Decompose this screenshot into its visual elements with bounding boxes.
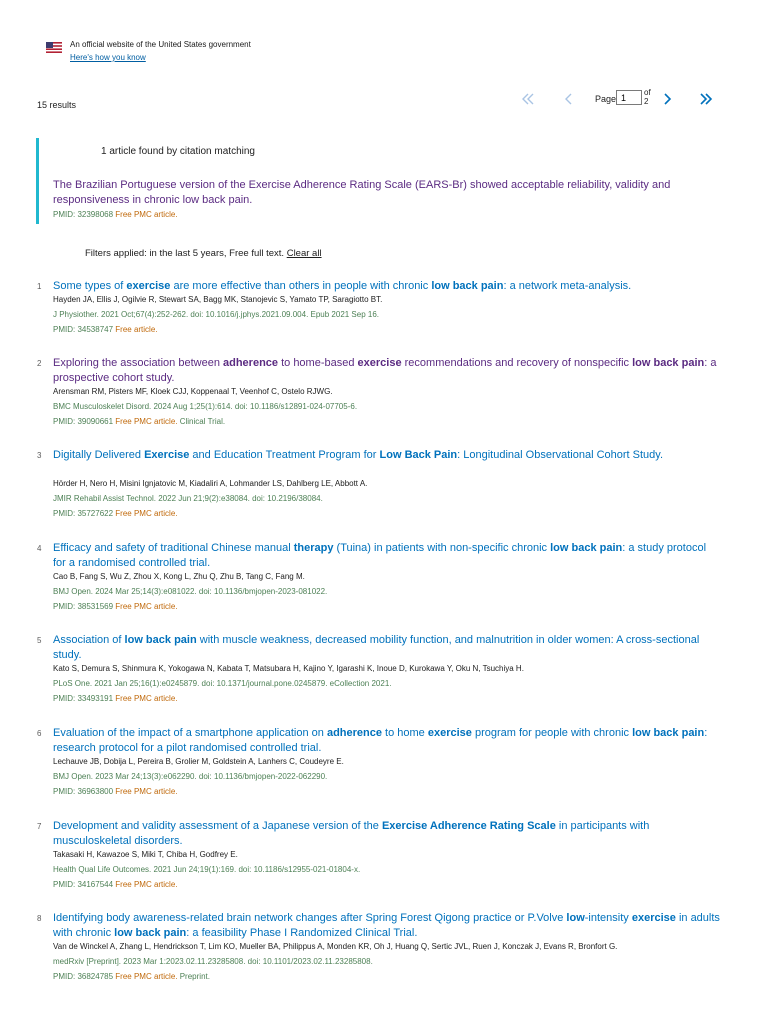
result-title-link[interactable]: Efficacy and safety of traditional Chinese manual therapy (Tuina) in patients with non-specific chronic low back pain: a study protocol for a randomised controlled trial. xyxy=(53,542,707,569)
last-page-button[interactable] xyxy=(695,88,719,110)
citation-match-pmid: PMID: 32398068 Free PMC article. xyxy=(53,210,178,219)
result-journal: Health Qual Life Outcomes. 2021 Jun 24;19(1):169. doi: 10.1186/s12955-021-01804-x. xyxy=(53,865,361,874)
result-number: 8 xyxy=(37,914,42,923)
result-journal: BMC Musculoskelet Disord. 2024 Aug 1;25(1):614. doi: 10.1186/s12891-024-07705-6. xyxy=(53,402,358,411)
page-number-input[interactable] xyxy=(616,90,642,105)
citation-accent-bar xyxy=(36,138,39,224)
publication-type: Preprint. xyxy=(177,972,210,981)
result-authors: Hörder H, Nero H, Misini Ignjatovic M, Kiadaliri A, Lohmander LS, Dahlberg LE, Abbott A. xyxy=(53,479,368,488)
result-number: 3 xyxy=(37,451,42,460)
result-number: 7 xyxy=(37,822,42,831)
result-authors: Takasaki H, Kawazoe S, Miki T, Chiba H, Godfrey E. xyxy=(53,850,238,859)
double-chevron-left-icon xyxy=(519,91,535,107)
free-article-badge: Free PMC article. xyxy=(115,694,178,703)
clear-all-filters-link[interactable]: Clear all xyxy=(286,248,322,259)
page-label: Page xyxy=(595,94,617,104)
page-total: of 2 xyxy=(644,88,651,106)
result-title-link[interactable]: Evaluation of the impact of a smartphone application on adherence to home exercise program for people with chronic low back pain: research protocol for a pilot randomised controlled trial. xyxy=(53,727,708,754)
result-number: 6 xyxy=(37,729,42,738)
result-authors: Arensman RM, Pisters MF, Kloek CJJ, Koppenaal T, Veenhof C, Ostelo RJWG. xyxy=(53,387,333,396)
result-pmid: PMID: 34167544 Free PMC article. xyxy=(53,880,178,889)
free-article-badge: Free PMC article. xyxy=(115,602,178,611)
free-pmc-badge: Free PMC article. xyxy=(115,210,178,219)
first-page-button[interactable] xyxy=(515,88,539,110)
result-pmid: PMID: 35727622 Free PMC article. xyxy=(53,509,178,518)
result-title-link[interactable]: Development and validity assessment of a Japanese version of the Exercise Adherence Rating Scale in participants with musculoskeletal disorders. xyxy=(53,820,650,847)
result-journal: JMIR Rehabil Assist Technol. 2022 Jun 21;9(2):e38084. doi: 10.2196/38084. xyxy=(53,494,323,503)
result-journal: BMJ Open. 2023 Mar 24;13(3):e062290. doi: 10.1136/bmjopen-2022-062290. xyxy=(53,772,328,781)
gov-banner-text: An official website of the United States government xyxy=(70,40,251,49)
result-journal: BMJ Open. 2024 Mar 25;14(3):e081022. doi: 10.1136/bmjopen-2023-081022. xyxy=(53,587,328,596)
filters-applied xyxy=(85,248,322,259)
result-title-link[interactable]: Some types of exercise are more effective than others in people with chronic low back pain: a network meta-analysis. xyxy=(53,280,632,292)
result-journal: medRxiv [Preprint]. 2023 Mar 1:2023.02.11.23285808. doi: 10.1101/2023.02.11.23285808. xyxy=(53,957,373,966)
result-title-link[interactable]: Identifying body awareness-related brain network changes after Spring Forest Qigong practice or P.Volve low-intensity exercise in adults with chronic low back pain: a feasibility Phase I Randomized Clinical Trial. xyxy=(53,912,720,939)
result-number: 2 xyxy=(37,359,42,368)
heres-how-you-know-link[interactable]: Here's how you know xyxy=(70,53,146,62)
result-title-link[interactable]: Exploring the association between adherence to home-based exercise recommendations and recovery of nonspecific low back pain: a prospective cohort study. xyxy=(53,357,717,384)
result-authors: Kato S, Demura S, Shinmura K, Yokogawa N, Kabata T, Matsubara H, Kajino Y, Igarashi K, Inoue D, Kurokawa Y, Oku N, Tsuchiya H. xyxy=(53,664,524,673)
chevron-right-icon xyxy=(659,91,675,107)
double-chevron-right-icon xyxy=(699,91,715,107)
results-count: 15 results xyxy=(37,100,77,110)
chevron-left-icon xyxy=(561,91,577,107)
result-number: 1 xyxy=(37,282,42,291)
result-pmid: PMID: 38531569 Free PMC article. xyxy=(53,602,178,611)
result-authors: Cao B, Fang S, Wu Z, Zhou X, Kong L, Zhu Q, Zhu B, Tang C, Fang M. xyxy=(53,572,305,581)
result-pmid: PMID: 36824785 Free PMC article. Preprint. xyxy=(53,972,210,981)
result-pmid: PMID: 33493191 Free PMC article. xyxy=(53,694,178,703)
result-authors: Lechauve JB, Dobija L, Pereira B, Grolier M, Goldstein A, Lanhers C, Coudeyre E. xyxy=(53,757,344,766)
result-authors: Hayden JA, Ellis J, Ogilvie R, Stewart SA, Bagg MK, Stanojevic S, Yamato TP, Saragiotto BT. xyxy=(53,295,383,304)
free-article-badge: Free PMC article. xyxy=(115,509,178,518)
free-article-badge: Free PMC article. xyxy=(115,417,178,426)
publication-type: Clinical Trial. xyxy=(177,417,226,426)
result-pmid: PMID: 39090661 Free PMC article. Clinical Trial. xyxy=(53,417,226,426)
result-authors: Van de Winckel A, Zhang L, Hendrickson T, Lim KO, Mueller BA, Philippus A, Monden KR, Oh J, Huang Q, Sertic JVL, Ruen J, Konczak J, Evans R, Bronfort G. xyxy=(53,942,618,951)
free-article-badge: Free PMC article. xyxy=(115,972,178,981)
result-journal: PLoS One. 2021 Jan 25;16(1):e0245879. doi: 10.1371/journal.pone.0245879. eCollection 2021. xyxy=(53,679,392,688)
result-pmid: PMID: 36963800 Free PMC article. xyxy=(53,787,178,796)
result-title-link[interactable]: Digitally Delivered Exercise and Education Treatment Program for Low Back Pain: Longitudinal Observational Cohort Study. xyxy=(53,449,664,461)
filters-text: Filters applied: in the last 5 years, Free full text. xyxy=(85,248,285,259)
citation-match-title-link[interactable]: The Brazilian Portuguese version of the Exercise Adherence Rating Scale (EARS-Br) showed acceptable reliability, validity and responsiveness in chronic low back pain. xyxy=(53,179,671,206)
free-article-badge: Free PMC article. xyxy=(115,880,178,889)
result-number: 4 xyxy=(37,544,42,553)
previous-page-button[interactable] xyxy=(557,88,581,110)
citation-match-box xyxy=(36,138,736,224)
result-pmid: PMID: 34538747 Free article. xyxy=(53,325,158,334)
pagination xyxy=(515,88,725,110)
result-journal: J Physiother. 2021 Oct;67(4):252-262. doi: 10.1016/j.jphys.2021.09.004. Epub 2021 Sep 16. xyxy=(53,310,380,319)
us-flag-icon xyxy=(46,42,62,53)
result-title-link[interactable]: Association of low back pain with muscle weakness, decreased mobility function, and malnutrition in older women: A cross-sectional study. xyxy=(53,634,700,661)
citation-match-heading: 1 article found by citation matching xyxy=(101,146,255,157)
next-page-button[interactable] xyxy=(655,88,679,110)
free-article-badge: Free PMC article. xyxy=(115,787,178,796)
free-article-badge: Free article. xyxy=(115,325,158,334)
result-number: 5 xyxy=(37,636,42,645)
